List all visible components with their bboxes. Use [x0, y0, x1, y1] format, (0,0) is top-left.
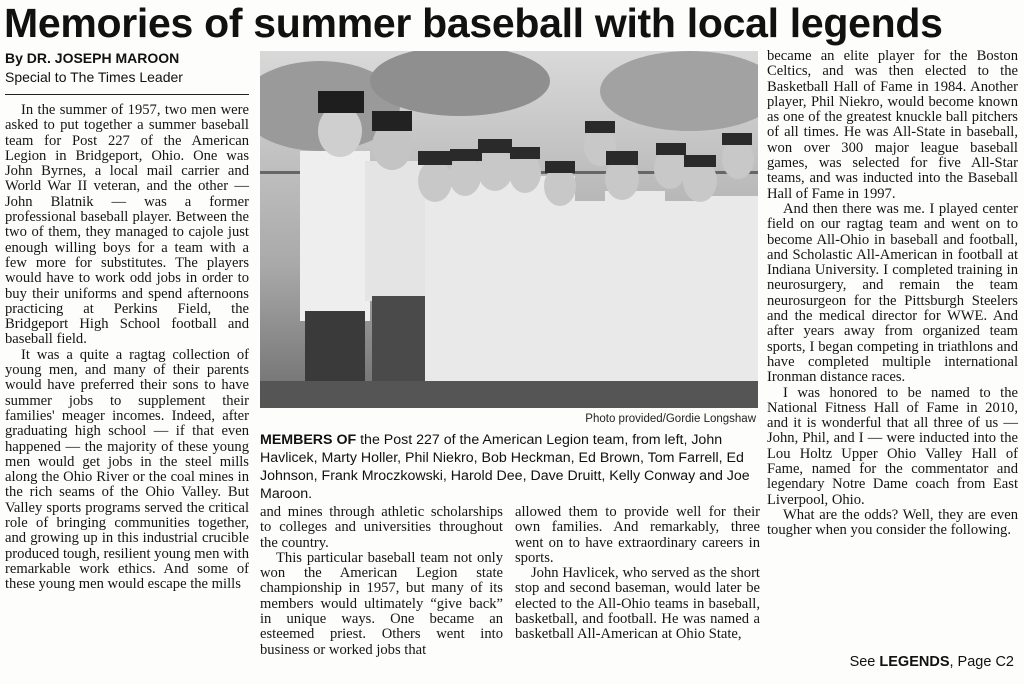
paragraph: In the summer of 1957, two men were asked to put together a summer baseball team for Post 227 of the American Legion in Bridgeport, Ohio. One was John Byrnes, a local mail carrier and World War II veteran, and the other — John Blatnik — was a former professional baseball player. Between the two of them, they managed to cajole just enough willing boys for a team with a few more for substitutes. The players would have to work odd jobs in order to buy their uniforms and spend afternoons practicing at Perkins Field, the Bridgeport High School football and baseball field.	[5, 102, 249, 348]
paragraph: and mines through athletic scholarships to colleges and universities throughout the country.	[260, 504, 503, 551]
team-photo	[260, 51, 758, 408]
jump-keyword: LEGENDS	[879, 654, 950, 670]
headline: Memories of summer baseball with local legends	[4, 0, 943, 46]
caption-text: the Post 227 of the American Legion team, from left, John Havlicek, Marty Holler, Phil Niekro, Bob Heckman, Ed Brown, Tom Farrell, Ed Johnson, Frank Mroczkowski, Harold Dee, Dave Druitt, Kelly Conway and Joe Maroon.	[260, 432, 750, 502]
paragraph: This particular baseball team not only won the American Legion state championship in 1957, but many of its members would ultimately “give back” in unique ways. One became an esteemed priest. Others went into business or worked jobs that	[260, 549, 503, 658]
byline-rule	[5, 94, 249, 95]
team-photo-image	[260, 51, 758, 408]
paragraph: What are the odds? Well, they are even tougher when you consider the following.	[767, 506, 1018, 539]
paragraph: became an elite player for the Boston Celtics, and was then elected to the Basketball Hall of Fame in 1984. Another player, Phil Niekro, would become known as one of the greatest knuckle ball pitchers of all times. He was All-State in baseball, won over 300 major league baseball games, was selected for five All-Star teams, and was inducted into the Baseball Hall of Fame in 1997.	[767, 48, 1018, 202]
article-column-2	[260, 505, 503, 658]
article-column-3	[515, 505, 760, 643]
paragraph: It was a quite a ragtag collection of young men, and many of their parents would have preferred their sons to have summer jobs to supplement their families' meager incomes. Indeed, after graduating high school — if that even happened — the majority of these young men would get jobs in the steel mills along the Ohio River or the coal mines in the rich seams of the Ohio Valley. But Valley sports programs served the critical role of bringing communities together, and growing up in this industrial crucible produced tough, resilient young men with remarkable work ethics. And some of these young men would escape the mills	[5, 346, 249, 593]
paragraph: And then there was me. I played center field on our ragtag team and went on to become All-Ohio in baseball and football, and Scholastic All-American in football at Indiana University. I completed training in neurosurgery, and remain the team neurosurgeon for the Pittsburgh Steelers and the medical director for WWE. And after years away from organized team sports, I began competing in triathlons and have completed multiple international Ironman distance races.	[767, 200, 1018, 386]
paragraph: John Havlicek, who served as the short stop and second baseman, would later be elected to the All-Ohio teams in baseball, basketball, and football. He was named a basketball All-American at Ohio State,	[515, 565, 760, 643]
caption-lead: MEMBERS OF	[260, 432, 357, 448]
photo-credit: Photo provided/Gordie Longshaw	[585, 413, 756, 425]
jump-suffix: , Page C2	[949, 654, 1014, 670]
jump-prefix: See	[849, 654, 880, 670]
byline-special: Special to The Times Leader	[5, 69, 183, 85]
byline	[5, 49, 250, 87]
byline-author: By DR. JOSEPH MAROON	[5, 50, 180, 66]
article-column-4	[767, 49, 1018, 539]
article-column-1	[5, 103, 249, 593]
photo-caption	[260, 431, 760, 503]
continuation-reference	[767, 653, 1018, 671]
paragraph: I was honored to be named to the National Fitness Hall of Fame in 2010, and it is wonderful that all three of us — John, Phil, and I — were inducted into the Lou Holtz Upper Ohio Valley Hall of Fame, named for the commentator and legendary Notre Dame coach from East Liverpool, Ohio.	[767, 384, 1018, 508]
paragraph: allowed them to provide well for their own families. And remarkably, three went on to have extraordinary careers in sports.	[515, 504, 760, 566]
